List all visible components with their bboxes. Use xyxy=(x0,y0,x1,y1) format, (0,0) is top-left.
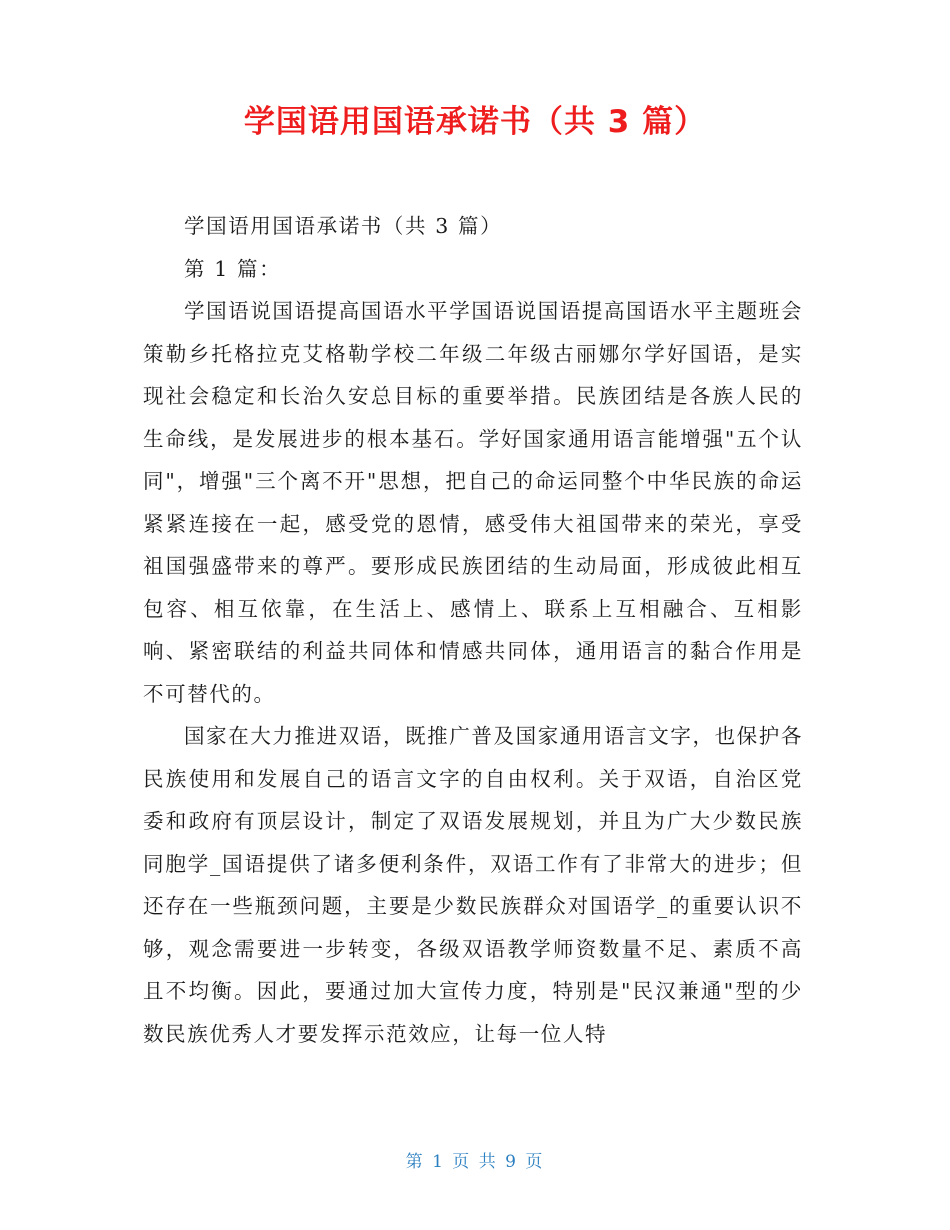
paragraph-body: 学国语说国语提高国语水平学国语说国语提高国语水平主题班会策勒乡托格拉克艾格勒学校二年级二年级古丽娜尔学好国语，是实现社会稳定和长治久安总目标的重要举措。民族团结是各族人民的生命线，是发展进步的根本基石。学好国家通用语言能增强"五个认同"，增强"三个离不开"思想，把自己的命运同整个中华民族的命运紧紧连接在一起，感受党的恩情，感受伟大祖国带来的荣光，享受祖国强盛带来的尊严。要形成民族团结的生动局面，形成彼此相互包容、相互依靠，在生活上、感情上、联系上互相融合、互相影响、紧密联结的利益共同体和情感共同体，通用语言的黏合作用是不可替代的。 xyxy=(143,299,803,706)
document-title: 学国语用国语承诺书（共 3 篇） xyxy=(243,104,707,140)
page-number-footer: 第 1 页 共 9 页 xyxy=(405,1152,545,1172)
paragraph-subtitle: 学国语用国语承诺书（共 3 篇） xyxy=(184,214,503,238)
document-body xyxy=(143,205,803,1055)
paragraph-body: 国家在大力推进双语，既推广普及国家通用语言文字，也保护各民族使用和发展自己的语言文字的自由权利。关于双语，自治区党委和政府有顶层设计，制定了双语发展规划，并且为广大少数民族同胞学_国语提供了诸多便利条件，双语工作有了非常大的进步；但还存在一些瓶颈问题，主要是少数民族群众对国语学_的重要认识不够，观念需要进一步转变，各级双语教学师资数量不足、素质不高且不均衡。因此，要通过加大宣传力度，特别是"民汉兼通"型的少数民族优秀人才要发挥示范效应，让每一位人特 xyxy=(143,724,803,1046)
paragraph-part-heading: 第 1 篇： xyxy=(184,256,282,281)
